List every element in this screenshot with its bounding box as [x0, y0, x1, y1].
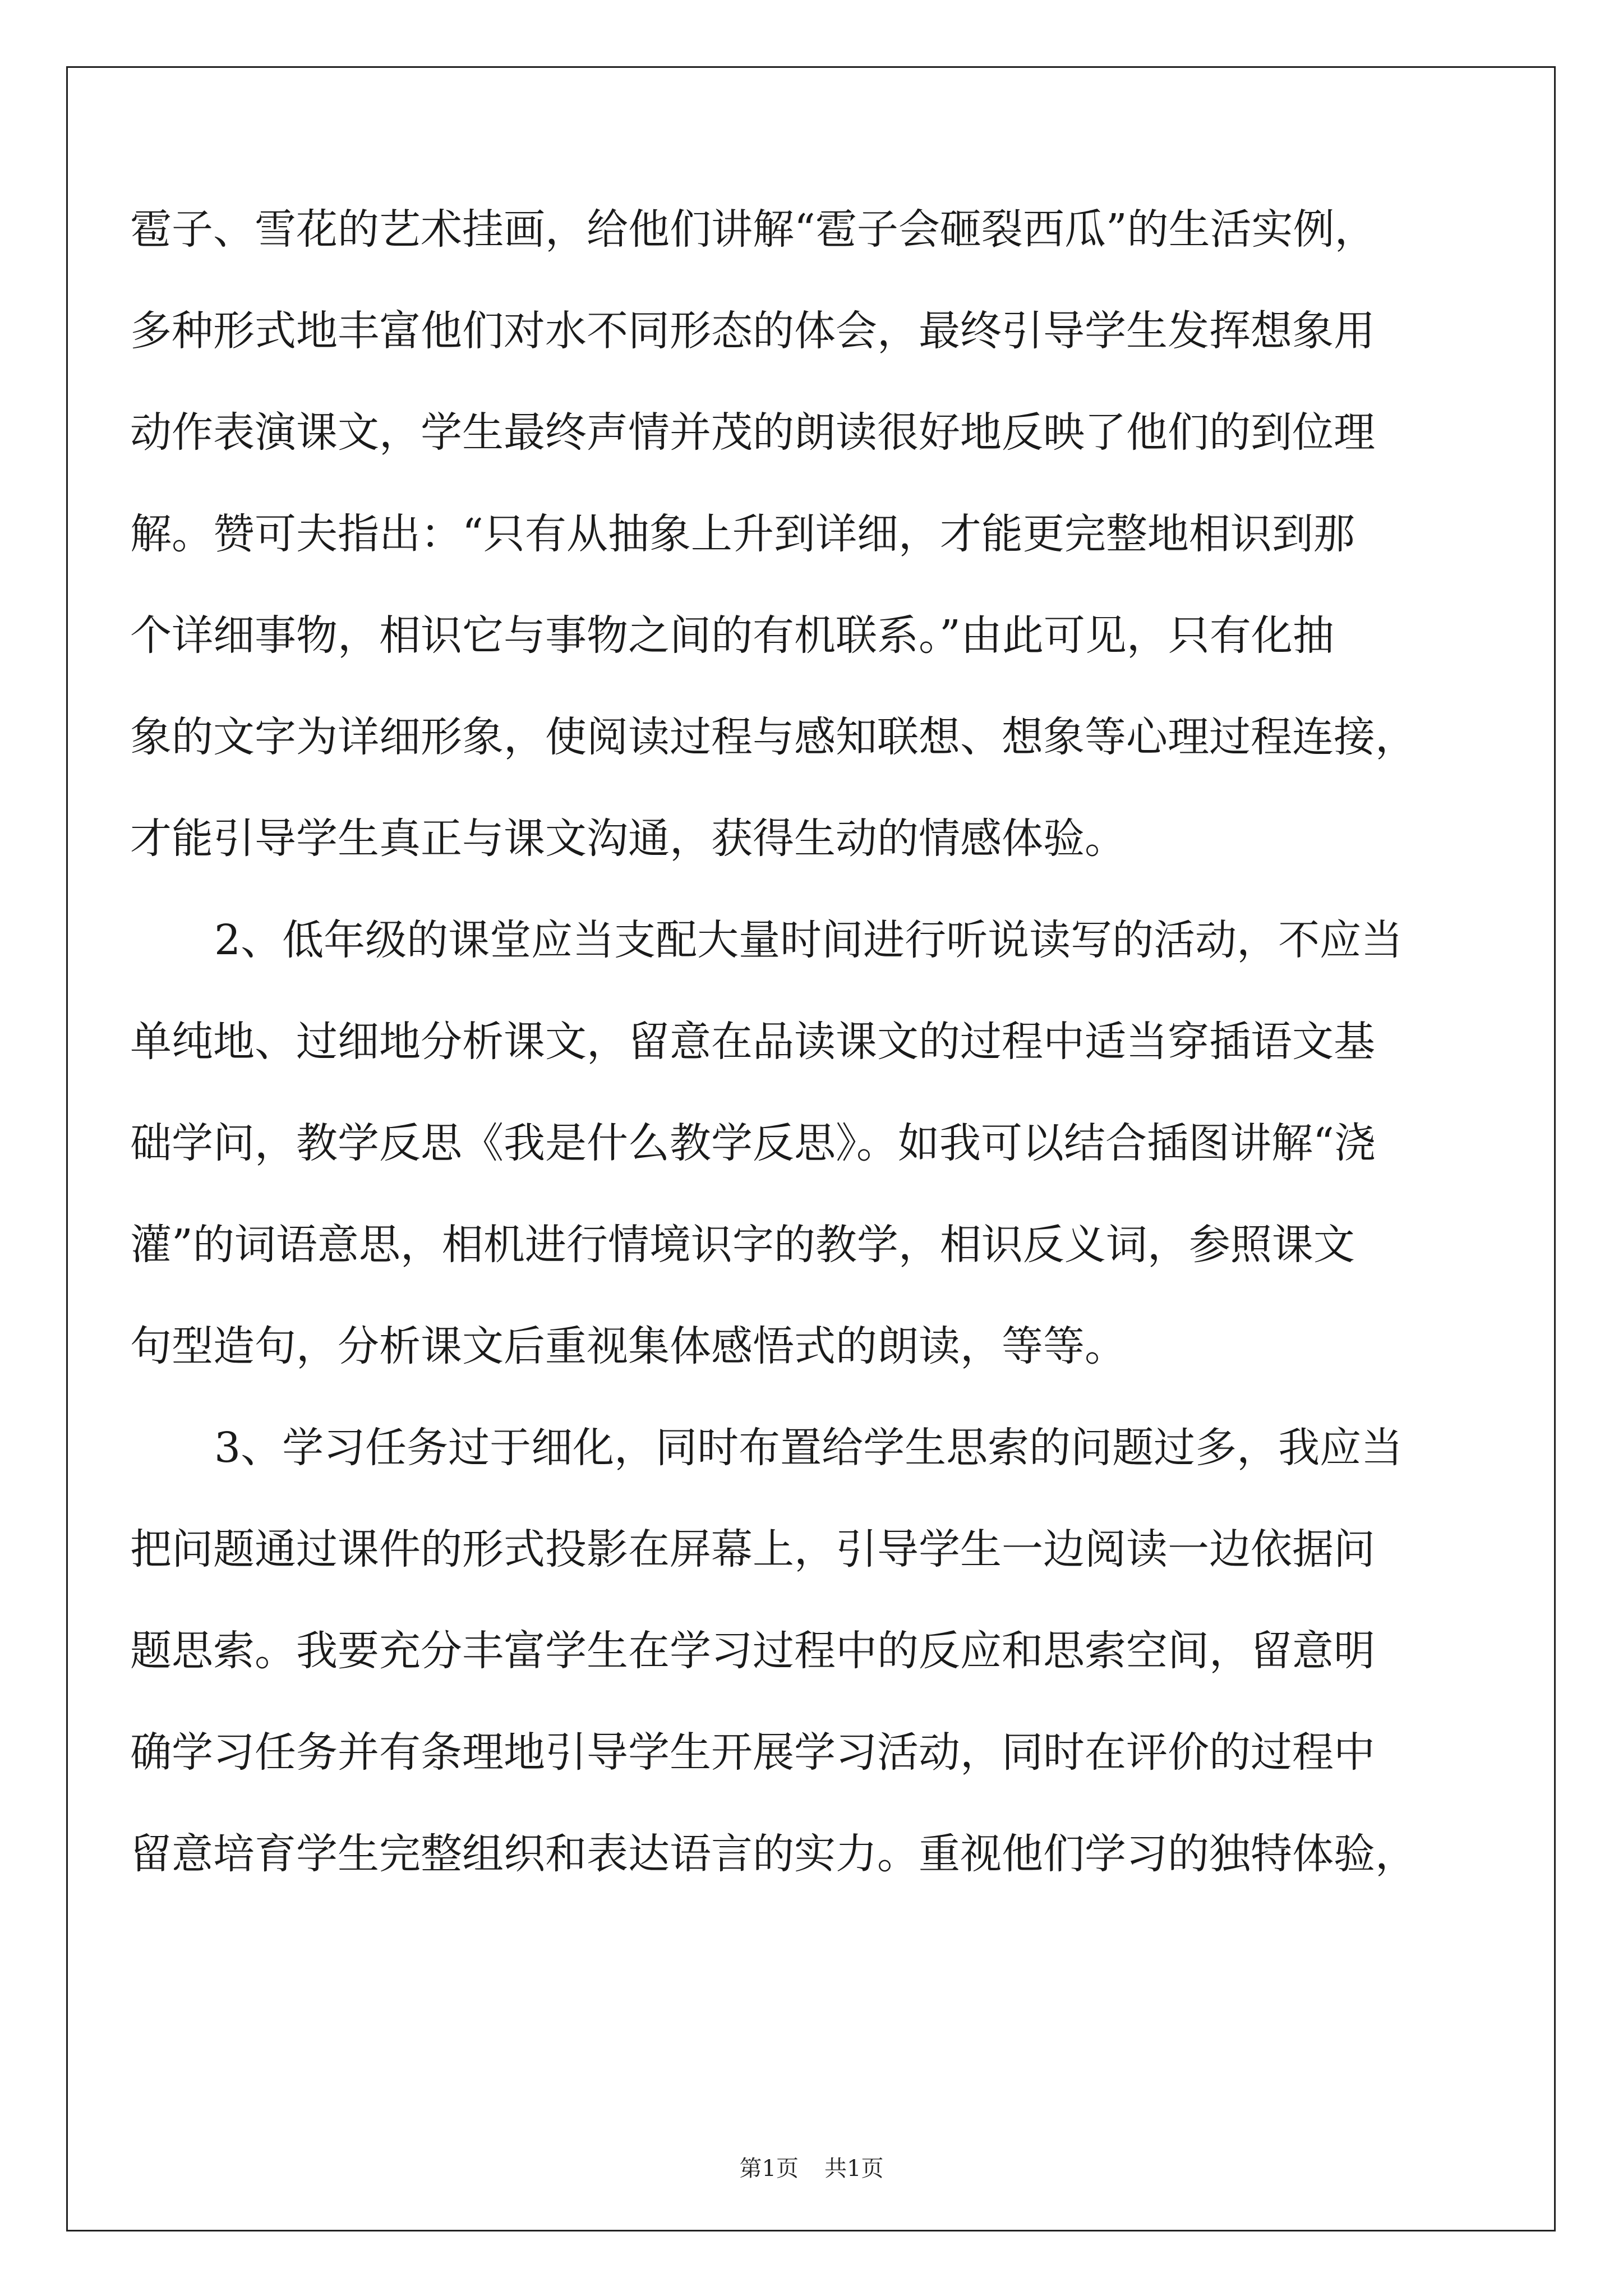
text-line: 动作表演课文，学生最终声情并茂的朗读很好地反映了他们的到位理 — [130, 408, 1375, 457]
text-line: 留意培育学生完整组织和表达语言的实力。重视他们学习的独特体验， — [130, 1830, 1417, 1878]
document-body — [130, 193, 1442, 1919]
text-line: 2、低年级的课堂应当支配大量时间进行听说读写的活动，不应当 — [214, 916, 1403, 964]
text-line: 多种形式地丰富他们对水不同形态的体会，最终引导学生发挥想象用 — [130, 307, 1375, 355]
text-line: 象的文字为详细形象，使阅读过程与感知联想、想象等心理过程连接， — [130, 713, 1417, 761]
text-line: 灌”的词语意思，相机进行情境识字的教学，相识反义词，参照课文 — [130, 1221, 1355, 1269]
text-line: 解。赞可夫指出：“只有从抽象上升到详细，才能更完整地相识到那 — [130, 510, 1355, 558]
text-line: 个详细事物，相识它与事物之间的有机联系。”由此可见，只有化抽 — [130, 611, 1334, 660]
text-line: 单纯地、过细地分析课文，留意在品读课文的过程中适当穿插语文基 — [130, 1018, 1375, 1066]
page-total: 共1页 — [824, 2156, 884, 2182]
text-line: 才能引导学生真正与课文沟通，获得生动的情感体验。 — [130, 815, 1126, 863]
text-line: 把问题通过课件的形式投影在屏幕上，引导学生一边阅读一边依据问 — [130, 1525, 1375, 1573]
text-line: 题思索。我要充分丰富学生在学习过程中的反应和思索空间，留意明 — [130, 1627, 1375, 1675]
text-line: 确学习任务并有条理地引导学生开展学习活动，同时在评价的过程中 — [130, 1728, 1375, 1777]
page-footer — [0, 2153, 1623, 2184]
page-number: 第1页 — [739, 2156, 799, 2182]
text-line: 础学问，教学反思《我是什么教学反思》。如我可以结合插图讲解“浇 — [130, 1119, 1376, 1167]
text-line: 3、学习任务过于细化，同时布置给学生思索的问题过多，我应当 — [214, 1424, 1403, 1472]
text-line: 雹子、雪花的艺术挂画，给他们讲解“雹子会砸裂西瓜”的生活实例， — [130, 205, 1376, 254]
text-line: 句型造句，分析课文后重视集体感悟式的朗读，等等。 — [130, 1322, 1126, 1370]
